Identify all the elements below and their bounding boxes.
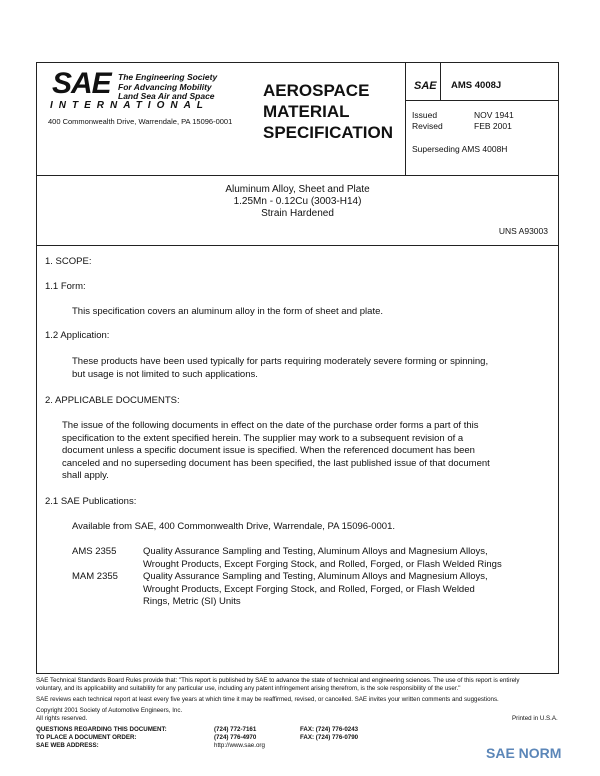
sae-address: 400 Commonwealth Drive, Warrendale, PA 15096-0001 [48,117,233,126]
footer-review: SAE reviews each technical report at least every five years at which time it may be reaffirmed, revised, or cancelled. SAE invites your written comments and suggestions. [36,696,499,703]
sae-norm-watermark: SAE NORM [486,745,562,761]
contact-fax: FAX: (724) 776-0790 [300,734,359,741]
small-sae-logo: SAE [414,80,437,92]
printed-in: Printed in U.S.A. [512,715,558,722]
superseding: Superseding AMS 4008H [412,144,508,154]
contact-label: TO PLACE A DOCUMENT ORDER: [36,734,137,741]
section-2-text: The issue of the following documents in effect on the date of the purchase order forms a part of this specification to the extent specified herein. The supplier may work to a subsequent revision of a document unless a specific document issue is specified. When the referenced document has been canceled and no superseding document has been specified, the last published issue of that document shall apply. [62,420,490,481]
contact-label: QUESTIONS REGARDING THIS DOCUMENT: [36,726,167,733]
reference-id: AMS 2355 [72,546,117,557]
revised-value: FEB 2001 [474,121,512,131]
section-1-heading: 1. SCOPE: [45,256,92,267]
logo-tagline: The Engineering Society For Advancing Mobility Land Sea Air and Space [118,72,218,101]
reference-title: Quality Assurance Sampling and Testing, Aluminum Alloys and Magnesium Alloys, Wrought Products, Except Forging Stock, and Rolled, Forged, or Flash Welded Rings, Metric (SI) Units [143,571,488,607]
contact-label: SAE WEB ADDRESS: [36,742,99,749]
section-1-2-text: These products have been used typically for parts requiring moderately severe forming or spinning, but usage is not limited to such applications. [72,356,489,380]
revised-label: Revised [412,121,443,131]
section-1-1-text: This specification covers an aluminum alloy in the form of sheet and plate. [72,306,384,317]
subject-divider [36,245,559,246]
contact-phone: (724) 776-4970 [214,734,257,741]
docnum-divider [405,100,559,101]
issued-value: NOV 1941 [474,110,514,120]
footer-rules: SAE Technical Standards Board Rules provide that: "This report is published by SAE to advance the state of technical and engineering sciences. The use of this report is entirely voluntary, and its applicability and suitability for any particular use, including any patent infringement arising therefrom, is the sole responsibility of the user." [36,677,520,692]
section-1-1-heading: 1.1 Form: [45,281,86,292]
document-title: AEROSPACE MATERIAL SPECIFICATION [263,81,394,142]
section-2-1-heading: 2.1 SAE Publications: [45,496,137,507]
contact-phone: (724) 772-7161 [214,726,257,733]
reference-id: MAM 2355 [72,571,118,582]
section-2-1-text: Available from SAE, 400 Commonwealth Drive, Warrendale, PA 15096-0001. [72,521,395,532]
docnum-vertical-divider [440,62,441,100]
section-1-2-heading: 1.2 Application: [45,330,110,341]
section-2-heading: 2. APPLICABLE DOCUMENTS: [45,395,180,406]
copyright: Copyright 2001 Society of Automotive Engineers, Inc. All rights reserved. [36,707,183,722]
logo-international: INTERNATIONAL [50,100,209,111]
header-vertical-divider [405,62,406,175]
contact-fax: FAX: (724) 776-0243 [300,726,359,733]
reference-title: Quality Assurance Sampling and Testing, Aluminum Alloys and Magnesium Alloys, Wrought Products, Except Forging Stock, and Rolled, Forged, or Flash Welded Rings [143,546,502,570]
issued-label: Issued [412,110,438,120]
subject-title: Aluminum Alloy, Sheet and Plate 1.25Mn - 0.12Cu (3003-H14) Strain Hardened [225,184,370,219]
doc-number: AMS 4008J [451,80,502,91]
web-address-link[interactable]: http://www.sae.org [214,742,265,749]
header-divider [36,175,559,176]
sae-logo: SAE [52,67,111,100]
uns-number: UNS A93003 [498,226,548,236]
